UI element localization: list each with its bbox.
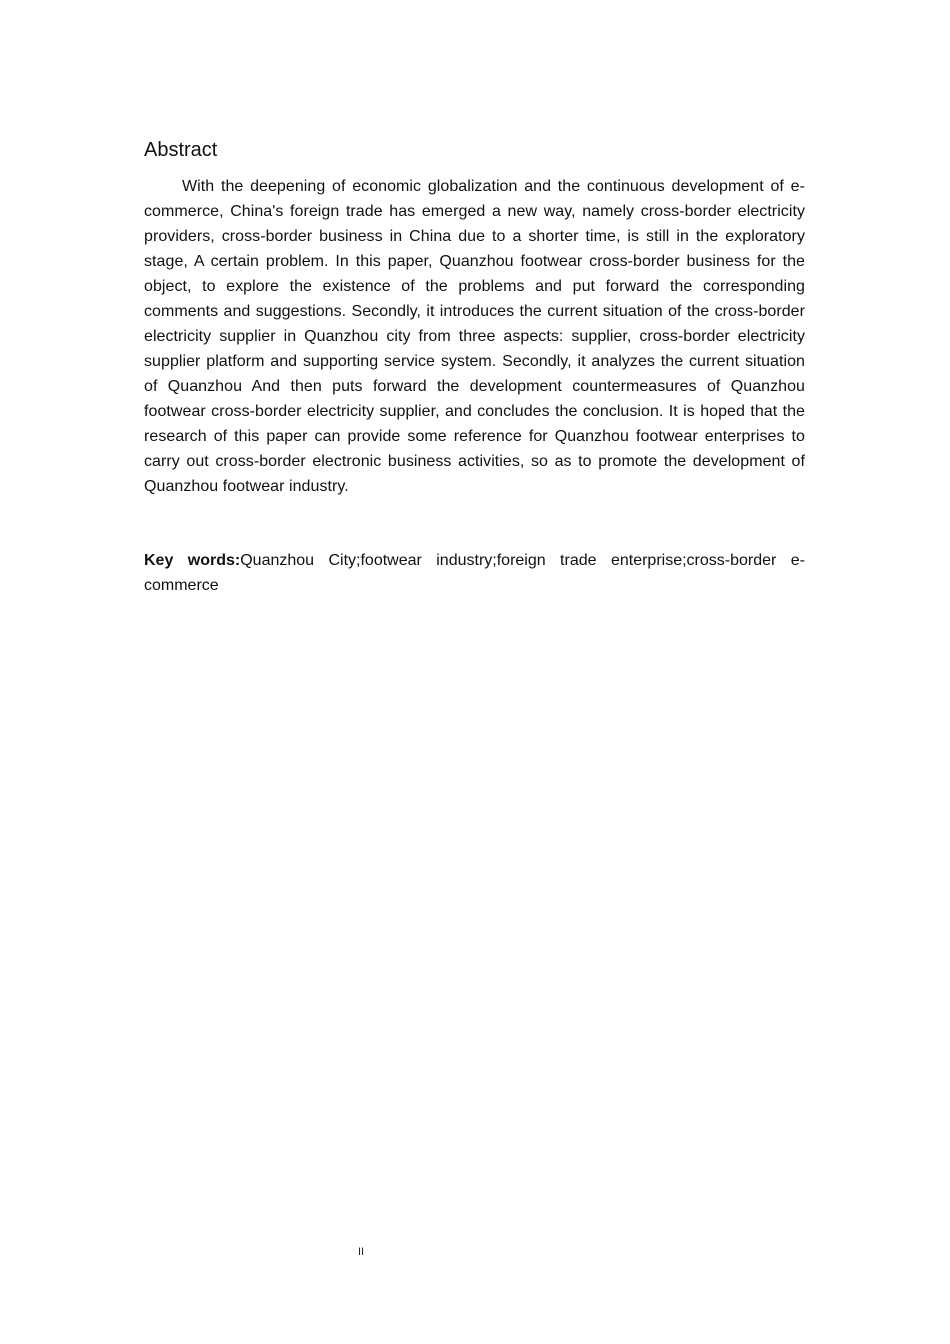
abstract-heading: Abstract [144,139,218,161]
keywords-line [144,548,805,598]
keywords-label: Key words: [144,552,241,569]
page-number: II [358,1246,365,1258]
keywords-text: Quanzhou City;footwear industry;foreign trade enterprise;cross-border e-commerce [144,552,805,594]
abstract-paragraph: With the deepening of economic globalization and the continuous development of e-commerce, China's foreign trade has emerged a new way, namely cross-border electricity providers, cross-border business in China due to a shorter time, is still in the exploratory stage, A certain problem. In this paper, Quanzhou footwear cross-border business for the object, to explore the existence of the problems and put forward the corresponding comments and suggestions. Secondly, it introduces the current situation of the cross-border electricity supplier in Quanzhou city from three aspects: supplier, cross-border electricity supplier platform and supporting service system. Secondly, it analyzes the current situation of Quanzhou And then puts forward the development countermeasures of Quanzhou footwear cross-border electricity supplier, and concludes the conclusion. It is hoped that the research of this paper can provide some reference for Quanzhou footwear enterprises to carry out cross-border electronic business activities, so as to promote the development of Quanzhou footwear industry. [144,178,805,495]
